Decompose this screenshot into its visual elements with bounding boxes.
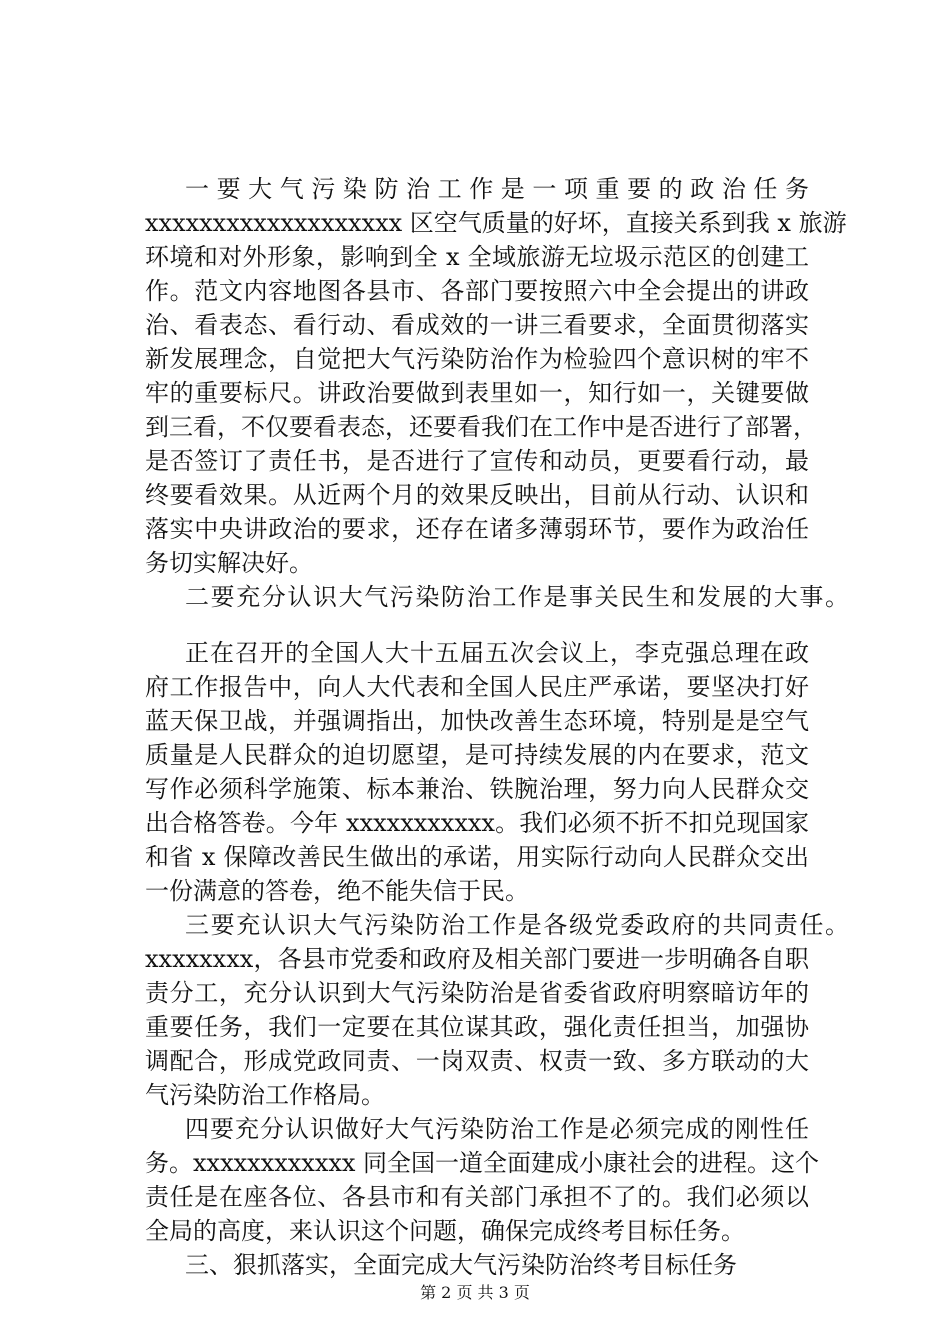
text-line: 责分工，充分认识到大气污染防治是省委省政府明察暗访年的 <box>145 979 809 1007</box>
text-line: 务。xxxxxxxxxxxx 同全国一道全面建成小康社会的进程。这个 <box>145 1149 820 1177</box>
text-line: 气污染防治工作格局。 <box>145 1081 385 1109</box>
paragraph-heading: 三要充认识大气污染防治工作是各级党委政府的共同责任。 <box>185 911 849 939</box>
text-line: 新发展理念，自觉把大气污染防治作为检验四个意识树的牢不 <box>145 345 809 373</box>
text-line: xxxxxxxx，各县市党委和政府及相关部门要进一步明确各自职 <box>145 945 809 973</box>
paragraph-heading: 二要充分认识大气污染防治工作是事关民生和发展的大事。 <box>185 583 849 611</box>
text-line: 是否签订了责任书，是否进行了宣传和动员，更要看行动，最 <box>145 447 809 475</box>
paragraph-heading: 四要充分认识做好大气污染防治工作是必须完成的刚性任 <box>185 1115 809 1143</box>
text-line: 牢的重要标尺。讲政治要做到表里如一，知行如一，关键要做 <box>145 379 809 407</box>
text-line: 到三看，不仅要看表态，还要看我们在工作中是否进行了部署， <box>145 413 817 441</box>
text-line: 落实中央讲政治的要求，还存在诸多薄弱环节，要作为政治任 <box>145 515 809 543</box>
text-line: 一要大气污染防治工作是一项重要的政治任务 <box>185 175 809 203</box>
text-line: 正在召开的全国人大十五届五次会议上，李克强总理在政 <box>185 639 809 667</box>
text-line: 和省 x 保障改善民生做出的承诺，用实际行动向人民群众交出 <box>145 843 809 871</box>
text-line: 调配合，形成党政同责、一岗双责、权责一致、多方联动的大 <box>145 1047 809 1075</box>
text-line: xxxxxxxxxxxxxxxxxxx 区空气质量的好坏，直接关系到我 x 旅游 <box>145 209 847 237</box>
text-line: 府工作报告中，向人大代表和全国人民庄严承诺，要坚决打好 <box>145 673 809 701</box>
text-line: 作。范文内容地图各县市、各部门要按照六中全会提出的讲政 <box>145 277 809 305</box>
text-line: 写作必须科学施策、标本兼治、铁腕治理，努力向人民群众交 <box>145 775 809 803</box>
text-line: 终要看效果。从近两个月的效果反映出，目前从行动、认识和 <box>145 481 809 509</box>
text-line: 重要任务，我们一定要在其位谋其政，强化责任担当，加强协 <box>145 1013 809 1041</box>
page-number-footer: 第 2 页 共 3 页 <box>420 1283 530 1302</box>
text-line: 蓝天保卫战，并强调指出，加快改善生态环境，特别是是空气 <box>145 707 809 735</box>
text-line: 出合格答卷。今年 xxxxxxxxxxx。我们必须不折不扣兑现国家 <box>145 809 809 837</box>
text-line: 全局的高度，来认识这个问题，确保完成终考目标任务。 <box>145 1217 745 1245</box>
text-line: 务切实解决好。 <box>145 549 313 577</box>
text-line: 治、看表态、看行动、看成效的一讲三看要求，全面贯彻落实 <box>145 311 809 339</box>
text-line: 环境和对外形象，影响到全 x 全域旅游无垃圾示范区的创建工 <box>145 243 809 271</box>
text-line: 质量是人民群众的迫切愿望，是可持续发展的内在要求，范文 <box>145 741 809 769</box>
section-heading: 三、狠抓落实，全面完成大气污染防治终考目标任务 <box>185 1251 737 1279</box>
text-line: 责任是在座各位、各县市和有关部门承担不了的。我们必须以 <box>145 1183 809 1211</box>
text-line: 一份满意的答卷，绝不能失信于民。 <box>145 877 529 905</box>
